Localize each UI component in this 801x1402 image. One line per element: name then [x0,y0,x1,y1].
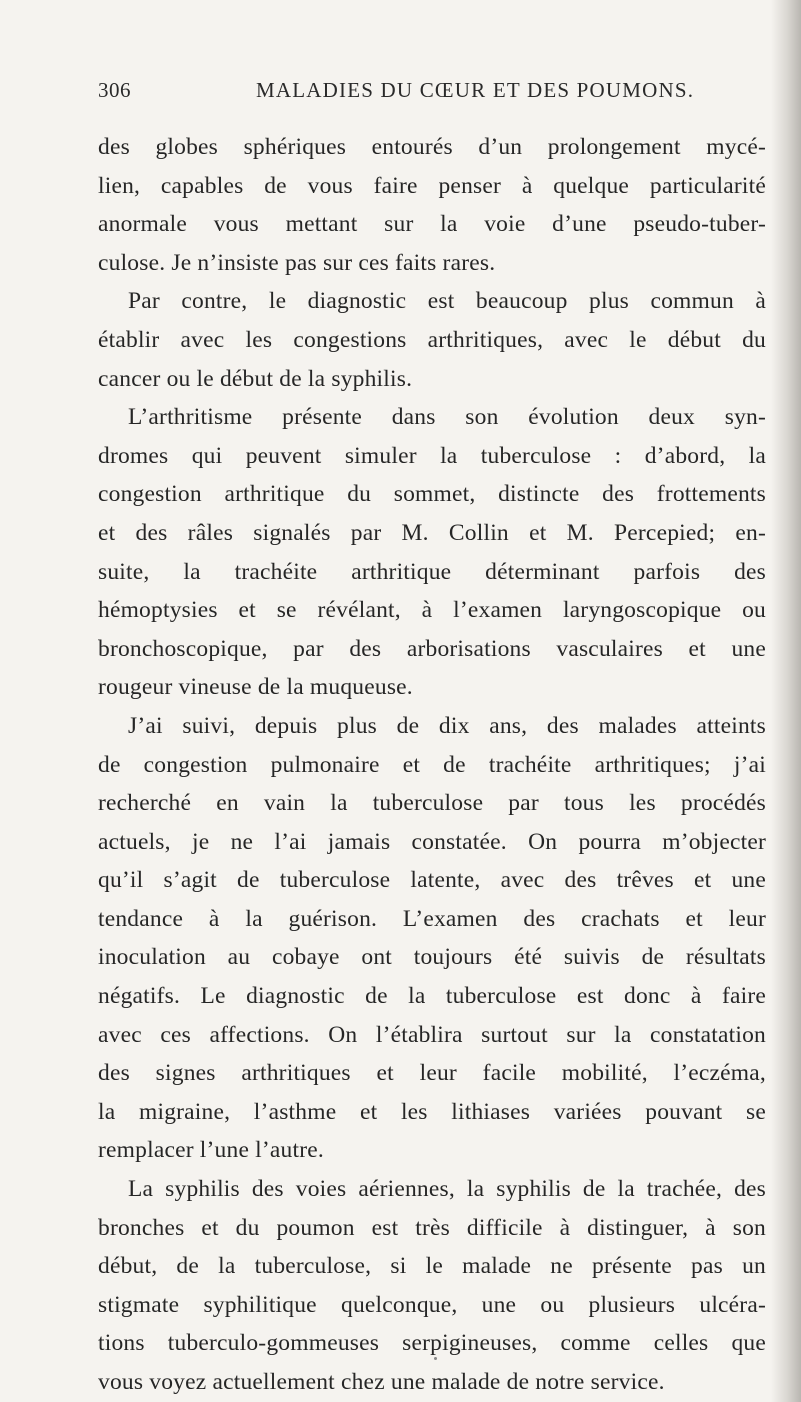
page-edge-shadow [771,0,801,1402]
text-line: tions tuberculo-gommeuses serpigineuses, comme celles que [98,1330,766,1357]
text-line: culose. Je n’insiste pas sur ces faits rares. [98,249,496,276]
text-line: avec ces affections. On l’établira surtout sur la constatation [98,1021,766,1048]
text-line: établir avec les congestions arthritiques, avec le début du [98,326,766,353]
text-line: J’ai suivi, depuis plus de dix ans, des malades atteints [128,712,766,739]
text-line: suite, la trachéite arthritique déterminant parfois des [98,558,766,585]
text-line: bronches et du poumon est très difficile à distinguer, à son [98,1214,766,1241]
text-line: anormale vous mettant sur la voie d’une pseudo-tuber- [98,211,766,238]
text-line: des globes sphériques entourés d’un prolongement mycé- [98,134,766,160]
text-line: vous voyez actuellement chez une malade de notre service. [98,1369,665,1395]
text-line: Par contre, le diagnostic est beaucoup plus commun à [128,288,766,315]
text-line: négatifs. Le diagnostic de la tuberculose est donc à faire [98,983,766,1010]
text-line: de congestion pulmonaire et de trachéite arthritiques; j’ai [98,751,766,778]
text-line: qu’il s’agit de tuberculose latente, avec des trêves et une [98,867,766,894]
text-line: rougeur vineuse de la muqueuse. [98,674,413,701]
text-line: début, de la tuberculose, si le malade ne présente pas un [98,1253,766,1280]
text-line: hémoptysies et se révélant, à l’examen laryngoscopique ou [98,597,766,624]
text-line: recherché en vain la tuberculose par tous les procédés [98,790,766,817]
text-line: inoculation au cobaye ont toujours été suivis de résultats [98,944,766,971]
body-text [98,128,766,1402]
running-head: MALADIES DU CŒUR ET DES POUMONS. [256,78,695,102]
page-number: 306 [98,78,131,102]
text-line: dromes qui peuvent simuler la tuberculose : d’abord, la [98,442,766,469]
text-line: stigmate syphilitique quelconque, une ou plusieurs ulcéra- [98,1291,766,1318]
text-line: tendance à la guérison. L’examen des crachats et leur [98,905,766,932]
text-line: lien, capables de vous faire penser à quelque particularité [98,172,766,199]
text-line: bronchoscopique, par des arborisations vasculaires et une [98,635,766,662]
text-line: des signes arthritiques et leur facile mobilité, l’eczéma, [98,1060,766,1087]
text-line: et des râles signalés par M. Collin et M. Percepied; en- [98,519,766,546]
text-line: la migraine, l’asthme et les lithiases variées pouvant se [98,1098,766,1125]
text-line: actuels, je ne l’ai jamais constatée. On pourra m’objecter [98,828,766,855]
page-speck [434,1357,437,1360]
text-line: L’arthritisme présente dans son évolution deux syn- [128,404,766,431]
text-line: remplacer l’une l’autre. [98,1137,324,1164]
text-line: congestion arthritique du sommet, distincte des frottements [98,481,766,508]
text-line: La syphilis des voies aériennes, la syphilis de la trachée, des [128,1176,766,1203]
text-line: cancer ou le début de la syphilis. [98,365,413,392]
page-header [98,78,758,108]
